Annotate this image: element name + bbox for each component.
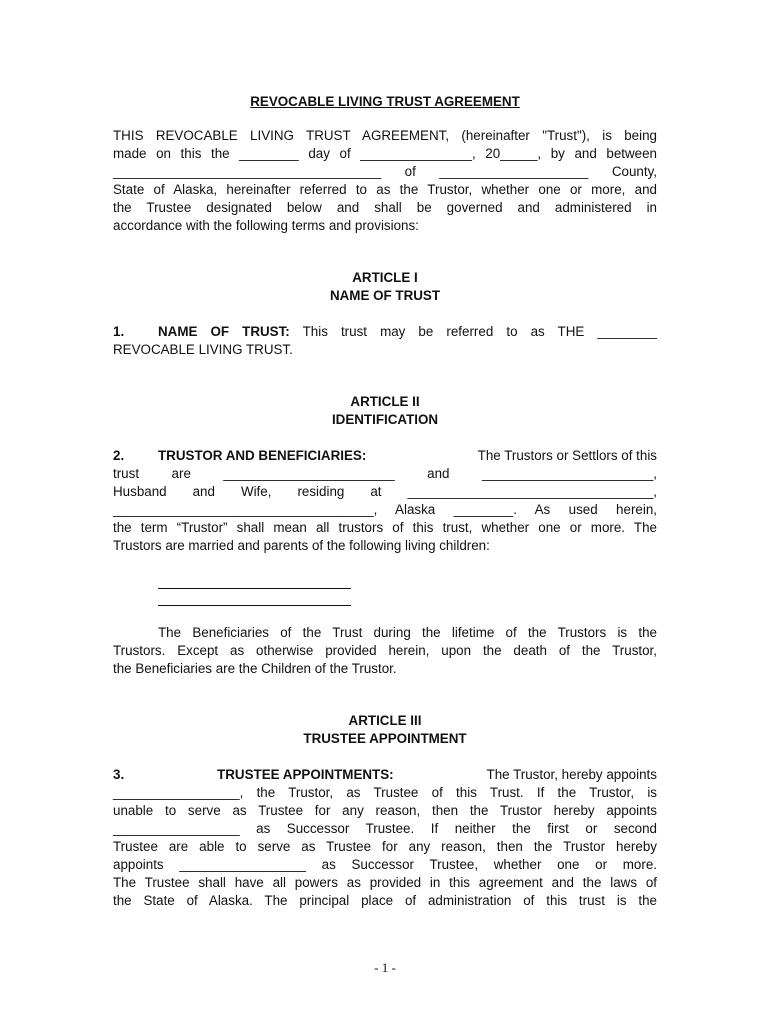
section-line: the term “Trustor” shall mean all trustors of this trust, whether one or more. The bbox=[113, 520, 657, 535]
intro-line: the Trustee designated below and shall be governed and administered in bbox=[113, 200, 657, 215]
section-number: 1. bbox=[113, 324, 125, 339]
section-number: 3. bbox=[113, 767, 125, 782]
section-title: TRUSTEE APPOINTMENTS: bbox=[217, 767, 394, 782]
article-title: TRUSTEE APPOINTMENT bbox=[303, 731, 467, 746]
section-1 bbox=[113, 323, 657, 359]
section-line: REVOCABLE LIVING TRUST. bbox=[113, 342, 293, 357]
beneficiaries-paragraph bbox=[113, 624, 657, 678]
section-2 bbox=[113, 447, 657, 678]
section-text: The Trustor, hereby appoints bbox=[486, 767, 657, 782]
child-name-blank bbox=[158, 589, 351, 606]
article-title: NAME OF TRUST bbox=[329, 288, 441, 303]
section-line: _________________ as Successor Trustee. If neither the first or second bbox=[113, 821, 657, 836]
intro-line: State of Alaska, hereinafter referred to as the Trustor, whether one or more, and bbox=[113, 182, 657, 197]
article-label: ARTICLE III bbox=[348, 713, 422, 728]
section-number: 2. bbox=[113, 448, 125, 463]
page-number: - 1 - bbox=[374, 960, 396, 975]
article-label: ARTICLE I bbox=[352, 270, 418, 285]
section-text: This trust may be referred to as THE ________ bbox=[289, 324, 657, 339]
section-text: The Trustors or Settlors of this bbox=[477, 448, 657, 463]
section-title: NAME OF TRUST: bbox=[158, 324, 290, 339]
section-line: Trustors are married and parents of the following living children: bbox=[113, 538, 490, 553]
article-title: IDENTIFICATION bbox=[331, 412, 439, 427]
section-line: the Beneficiaries are the Children of the Trustor. bbox=[113, 661, 397, 676]
section-line: appoints _________________ as Successor Trustee, whether one or more. bbox=[113, 857, 657, 872]
article-label: ARTICLE II bbox=[350, 394, 420, 409]
intro-paragraph bbox=[113, 127, 657, 235]
intro-line: ____________________________________ of ____________________ County, bbox=[113, 164, 657, 179]
section-line: Husband and Wife, residing at _________________________________, bbox=[113, 484, 657, 499]
article-3-heading bbox=[113, 712, 657, 748]
document-title: REVOCABLE LIVING TRUST AGREEMENT bbox=[250, 94, 520, 109]
document-body bbox=[113, 93, 657, 910]
section-title: TRUSTOR AND BENEFICIARIES: bbox=[158, 448, 367, 463]
article-1-heading bbox=[113, 269, 657, 305]
article-2-heading bbox=[113, 393, 657, 429]
section-line bbox=[113, 323, 657, 341]
section-line: the State of Alaska. The principal place of administration of this trust is the bbox=[113, 893, 657, 908]
section-3 bbox=[113, 766, 657, 910]
children-list bbox=[158, 572, 657, 606]
intro-line: THIS REVOCABLE LIVING TRUST AGREEMENT, (hereinafter "Trust"), is being bbox=[113, 128, 657, 143]
child-name-blank bbox=[158, 572, 351, 589]
section-line: Trustors. Except as otherwise provided herein, upon the death of the Trustor, bbox=[113, 643, 657, 658]
section-line bbox=[113, 447, 657, 465]
section-line: trust are _______________________ and _______________________, bbox=[113, 466, 657, 481]
section-line: ___________________________________, Alaska ________. As used herein, bbox=[113, 502, 657, 517]
section-line: The Trustee shall have all powers as provided in this agreement and the laws of bbox=[113, 875, 657, 890]
section-line: unable to serve as Trustee for any reason, then the Trustor hereby appoints bbox=[113, 803, 657, 818]
intro-line: accordance with the following terms and provisions: bbox=[113, 218, 419, 233]
section-line: _________________, the Trustor, as Trustee of this Trust. If the Trustor, is bbox=[113, 785, 657, 800]
section-line bbox=[113, 766, 657, 784]
section-line: The Beneficiaries of the Trust during the lifetime of the Trustors is the bbox=[158, 625, 657, 640]
section-line: Trustee are able to serve as Trustee for any reason, then the Trustor hereby bbox=[113, 839, 657, 854]
intro-line: made on this the ________ day of _______________, 20_____, by and between bbox=[113, 146, 657, 161]
